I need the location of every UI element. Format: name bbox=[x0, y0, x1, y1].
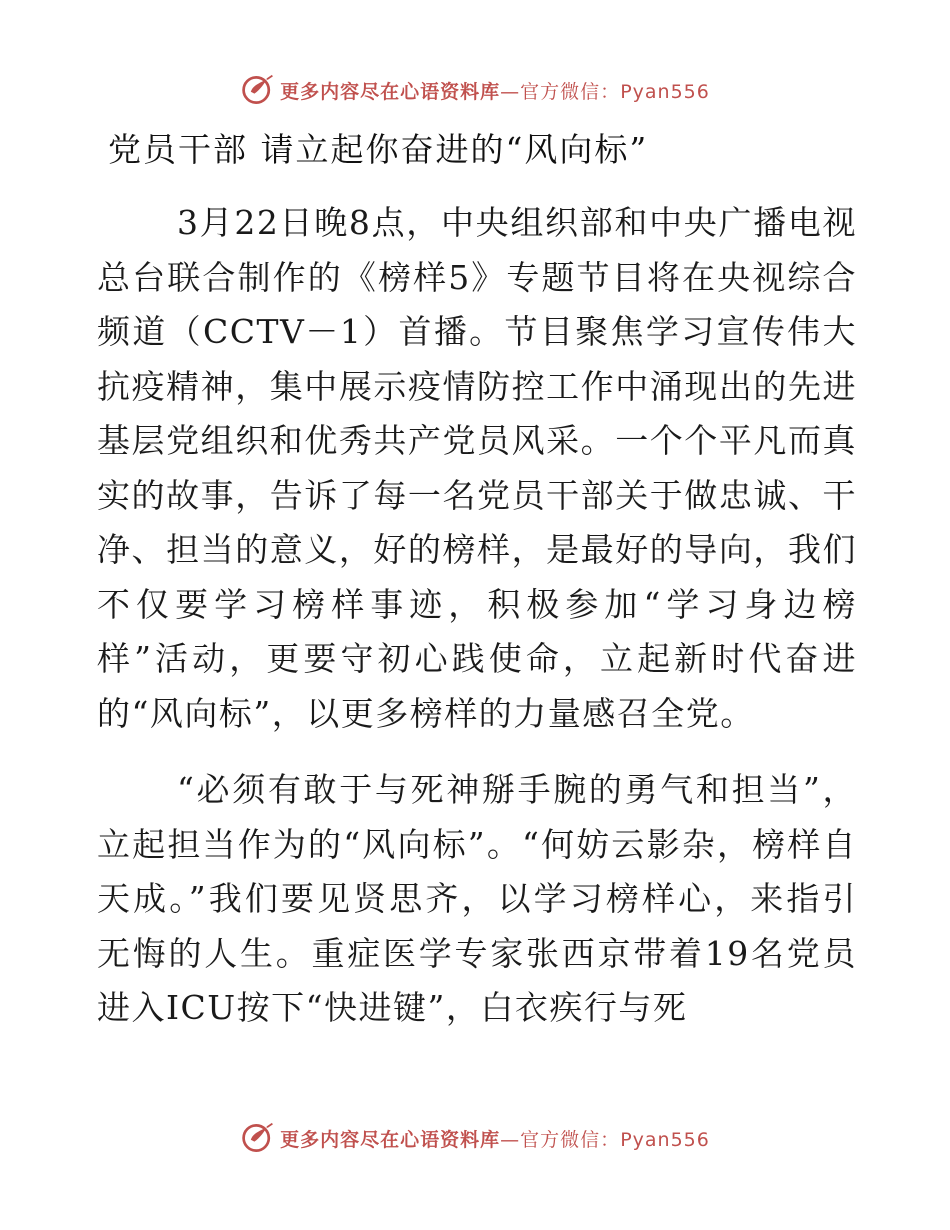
banner-separator: — bbox=[500, 80, 521, 103]
document-body bbox=[97, 196, 857, 1036]
quill-heart-logo-icon bbox=[240, 72, 276, 108]
banner-wechat-label: 官方微信： bbox=[520, 80, 621, 103]
banner-text bbox=[280, 1125, 710, 1152]
banner-wechat-id: Pyan556 bbox=[620, 80, 710, 103]
banner-wechat-label: 官方微信： bbox=[520, 1128, 621, 1151]
banner-text bbox=[280, 77, 710, 104]
footer-banner bbox=[0, 1118, 950, 1158]
body-paragraph: “必须有敢于与死神掰手腕的勇气和担当”，立起担当作为的“风向标”。“何妨云影杂，榜样自天成。”我们要见贤思齐，以学习榜样心，来指引无悔的人生。重症医学专家张西京带着19名党员进入ICU按下“快进键”，白衣疾行与死 bbox=[97, 770, 857, 1027]
banner-main-text: 更多内容尽在心语资料库 bbox=[280, 1128, 501, 1151]
quill-heart-logo-icon bbox=[240, 1120, 276, 1156]
banner-wechat-id: Pyan556 bbox=[620, 1128, 710, 1151]
header-banner bbox=[0, 70, 950, 110]
banner-separator: — bbox=[500, 1128, 521, 1151]
document-title: 党员干部 请立起你奋进的“风向标” bbox=[108, 130, 649, 169]
body-paragraph: 3月22日晚8点，中央组织部和中央广播电视总台联合制作的《榜样5》专题节目将在央视综合频道（CCTV－1）首播。节目聚焦学习宣传伟大抗疫精神，集中展示疫情防控工作中涌现出的先进基层党组织和优秀共产党员风采。一个个平凡而真实的故事，告诉了每一名党员干部关于做忠诚、干净、担当的意义，好的榜样，是最好的导向，我们不仅要学习榜样事迹，积极参加“学习身边榜样”活动，更要守初心践使命，立起新时代奋进的“风向标”，以更多榜样的力量感召全党。 bbox=[97, 203, 857, 733]
banner-main-text: 更多内容尽在心语资料库 bbox=[280, 80, 501, 103]
